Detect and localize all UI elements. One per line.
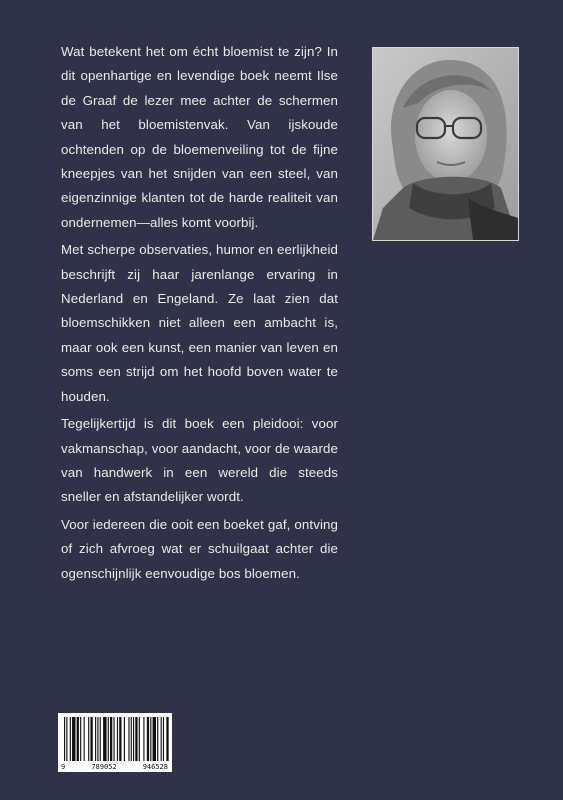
barcode-bar — [84, 717, 85, 761]
barcode-bar — [110, 717, 112, 761]
barcode-bar — [90, 717, 92, 761]
barcode-bar — [108, 717, 109, 761]
author-portrait-image — [373, 48, 518, 240]
blurb-paragraph-4: Voor iedereen die ooit een boeket gaf, ontving of zich afvroeg wat er schuilgaat achter die ogenschijnlijk eenvoudige bos bloemen. — [61, 516, 338, 581]
barcode-bar — [166, 717, 168, 761]
barcode-bar — [163, 717, 164, 761]
barcode-digits — [58, 763, 172, 771]
barcode-bar — [139, 717, 140, 761]
barcode-bar — [119, 717, 121, 761]
barcode-bar — [66, 717, 67, 761]
barcode-bar — [100, 717, 101, 761]
barcode-bar — [117, 717, 118, 761]
barcode-bar — [88, 717, 89, 761]
barcode-bar — [161, 717, 162, 761]
barcode-bar — [95, 717, 96, 761]
blurb-paragraph-2: Met scherpe observaties, humor en eerlijkheid beschrijft zij haar jarenlange ervaring in Nederland en Engeland. Ze laat zien dat bloemschikken niet alleen een ambacht is, maar ook een kunst, een manier van leven en soms een strijd om het hoofd boven water te houden. — [61, 242, 338, 404]
barcode-bar — [147, 717, 149, 761]
back-cover-blurb — [61, 40, 338, 589]
barcode-bar — [124, 717, 125, 761]
barcode-bar — [131, 717, 132, 761]
barcode-bar — [64, 717, 65, 761]
barcode-bar — [113, 717, 114, 761]
blurb-paragraph-1: Wat betekent het om écht bloemist te zijn? In dit openhartige en levendige boek neemt Ilse de Graaf de lezer mee achter de schermen van het bloemistenvak. Van ijskoude ochtenden op de bloemenveiling tot de fijne kneepjes van het snijden van een steel, van eigenzinnige klanten tot de harde realiteit van ondernemen—alles komt voorbij. — [61, 44, 338, 230]
barcode-bar — [143, 717, 144, 761]
barcode-digit-group-1: 789052 — [91, 763, 117, 771]
barcode-bar — [150, 717, 151, 761]
barcode-bar — [103, 717, 106, 761]
author-photo — [372, 47, 519, 241]
isbn-barcode — [58, 713, 172, 772]
barcode-bar — [157, 717, 158, 761]
barcode-bar — [135, 717, 137, 761]
blurb-paragraph-3: Tegelijkertijd is dit boek een pleidooi: voor vakmanschap, voor aandacht, voor de waarde van handwerk in een wereld die steeds sneller en afstandelijker wordt. — [61, 416, 338, 505]
barcode-bars — [58, 713, 172, 763]
barcode-digit-group-2: 946528 — [142, 763, 168, 771]
barcode-bar — [70, 717, 71, 761]
barcode-bar — [128, 717, 129, 761]
barcode-bar — [133, 717, 134, 761]
barcode-bar — [77, 717, 79, 761]
barcode-bar — [97, 717, 98, 761]
barcode-digit-prefix: 9 — [61, 763, 66, 771]
barcode-bar — [80, 717, 81, 761]
barcode-bar — [72, 717, 75, 761]
barcode-bar — [153, 717, 156, 761]
